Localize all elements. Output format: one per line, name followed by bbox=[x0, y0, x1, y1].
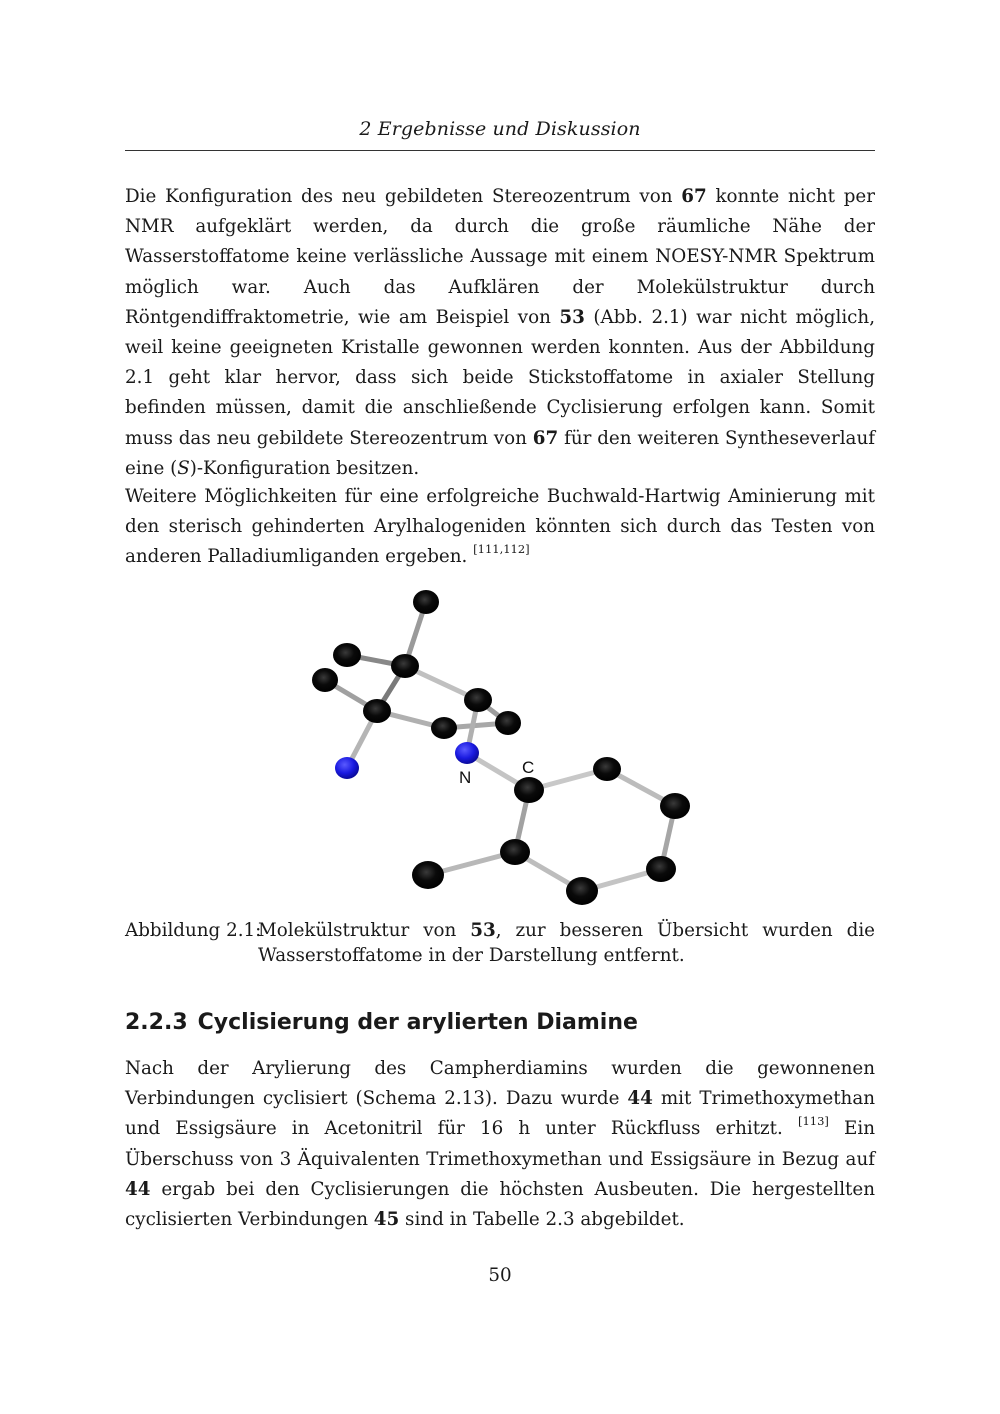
compound-number: 45 bbox=[373, 1209, 400, 1231]
text-segment: Weitere Möglichkeiten für eine erfolgreiche Buchwald-Hartwig Aminierung mit den sterisch gehinderten Arylhalogeniden könnten sich durch das Testen von anderen Palladiumliganden ergeben. bbox=[125, 486, 875, 568]
text-segment: Die Konfiguration des neu gebildeten Stereozentrum von bbox=[125, 186, 682, 207]
header-rule bbox=[125, 150, 875, 151]
citation[interactable]: [111,112] bbox=[473, 542, 530, 557]
figure-caption bbox=[125, 918, 875, 968]
paragraph-cyclisation bbox=[125, 1054, 875, 1235]
section-number: 2.2.3 bbox=[125, 1010, 188, 1035]
text-segment: mit Trimethoxymethan und Essigsäure in Acetonitril für bbox=[125, 1088, 875, 1140]
carbon-atom bbox=[312, 668, 338, 692]
text-segment: Molekülstruktur von bbox=[258, 920, 471, 941]
text-segment: (Abb. 2.1) war nicht möglich, weil keine geeigneten Kristalle gewonnen werden konnten. Aus der Abbildung 2.1 geht klar hervor, dass sich beide Stickstoffatome in axialer Stellung befinden müssen, damit die anschließende Cyclisierung erfolgen kann. Somit muss das neu gebildete Stereozentrum von bbox=[125, 306, 876, 449]
carbon-atom bbox=[363, 699, 391, 723]
text-segment: )-Konfiguration besitzen. bbox=[189, 457, 420, 479]
compound-number: 53 bbox=[470, 920, 496, 941]
caption-label: Abbildung 2.1: bbox=[125, 920, 262, 941]
text-segment: unter Rückfluss erhitzt. bbox=[530, 1118, 783, 1140]
bonds bbox=[325, 602, 675, 891]
text-segment: Ein Überschuss von 3 Äquivalenten Trimethoxymethan und Essigsäure in Bezug auf bbox=[125, 1118, 875, 1170]
nitrogen-atom bbox=[335, 757, 359, 779]
running-head: 2 Ergebnisse und Diskussion bbox=[359, 118, 641, 140]
duration: 16 h bbox=[480, 1118, 531, 1140]
carbon-atom bbox=[412, 861, 444, 889]
carbon-atom bbox=[413, 590, 439, 614]
compound-number: 44 bbox=[627, 1088, 653, 1110]
figure-molecular-structure bbox=[305, 588, 695, 906]
carbon-atom bbox=[514, 777, 544, 803]
carbon-atom bbox=[593, 757, 621, 781]
atom-label-c: C bbox=[522, 758, 535, 777]
section-heading bbox=[125, 1010, 638, 1035]
text-segment: konnte nicht per NMR aufgeklärt werden, da durch die große räumliche Nähe der Wasserstoffatome keine verlässliche Aussage mit einem NOESY-NMR Spektrum möglich war. Auch das Aufklären der Molekülstruktur durch Röntgendiffraktometrie, wie am Beispiel von bbox=[125, 186, 875, 328]
text-segment: sind in Tabelle 2.3 abgebildet. bbox=[399, 1209, 685, 1231]
section-title: Cyclisierung der arylierten Diamine bbox=[197, 1010, 638, 1035]
compound-number: 44 bbox=[125, 1178, 151, 1200]
carbon-atom bbox=[566, 877, 598, 905]
caption-text bbox=[258, 918, 875, 968]
citation[interactable]: [113] bbox=[797, 1114, 829, 1129]
text-segment: ergab bei den Cyclisierungen die höchsten Ausbeuten. Die hergestellten cyclisierten Verbindungen bbox=[125, 1178, 875, 1231]
carbon-atom bbox=[500, 839, 530, 865]
text-segment: Nach der Arylierung des Campherdiamins wurden die gewonnenen Verbindungen cyclisiert (Schema 2.13). Dazu wurde bbox=[125, 1058, 875, 1110]
atom-label-n: N bbox=[459, 768, 472, 787]
carbon-atom bbox=[431, 717, 457, 739]
text-segment: für den weiteren Syntheseverlauf eine ( bbox=[125, 427, 875, 479]
carbon-atom bbox=[464, 688, 492, 712]
compound-number: 53 bbox=[559, 306, 585, 328]
compound-number: 67 bbox=[532, 427, 559, 449]
molecule-drawing bbox=[305, 588, 695, 906]
carbon-atom bbox=[391, 654, 419, 678]
paragraph-buchwald-hartwig bbox=[125, 482, 875, 573]
stereo-descriptor: S bbox=[177, 457, 190, 479]
nitrogen-atom bbox=[455, 742, 479, 764]
carbon-atom bbox=[495, 711, 521, 735]
text-segment: , zur besseren Übersicht wurden die Wasserstoffatome in der Darstellung entfernt. bbox=[258, 920, 875, 966]
carbon-atom bbox=[333, 643, 361, 667]
carbon-atom bbox=[660, 793, 690, 819]
page-number: 50 bbox=[488, 1265, 512, 1286]
carbon-atom bbox=[646, 856, 676, 882]
paragraph-configuration bbox=[125, 182, 875, 484]
compound-number: 67 bbox=[681, 186, 707, 207]
